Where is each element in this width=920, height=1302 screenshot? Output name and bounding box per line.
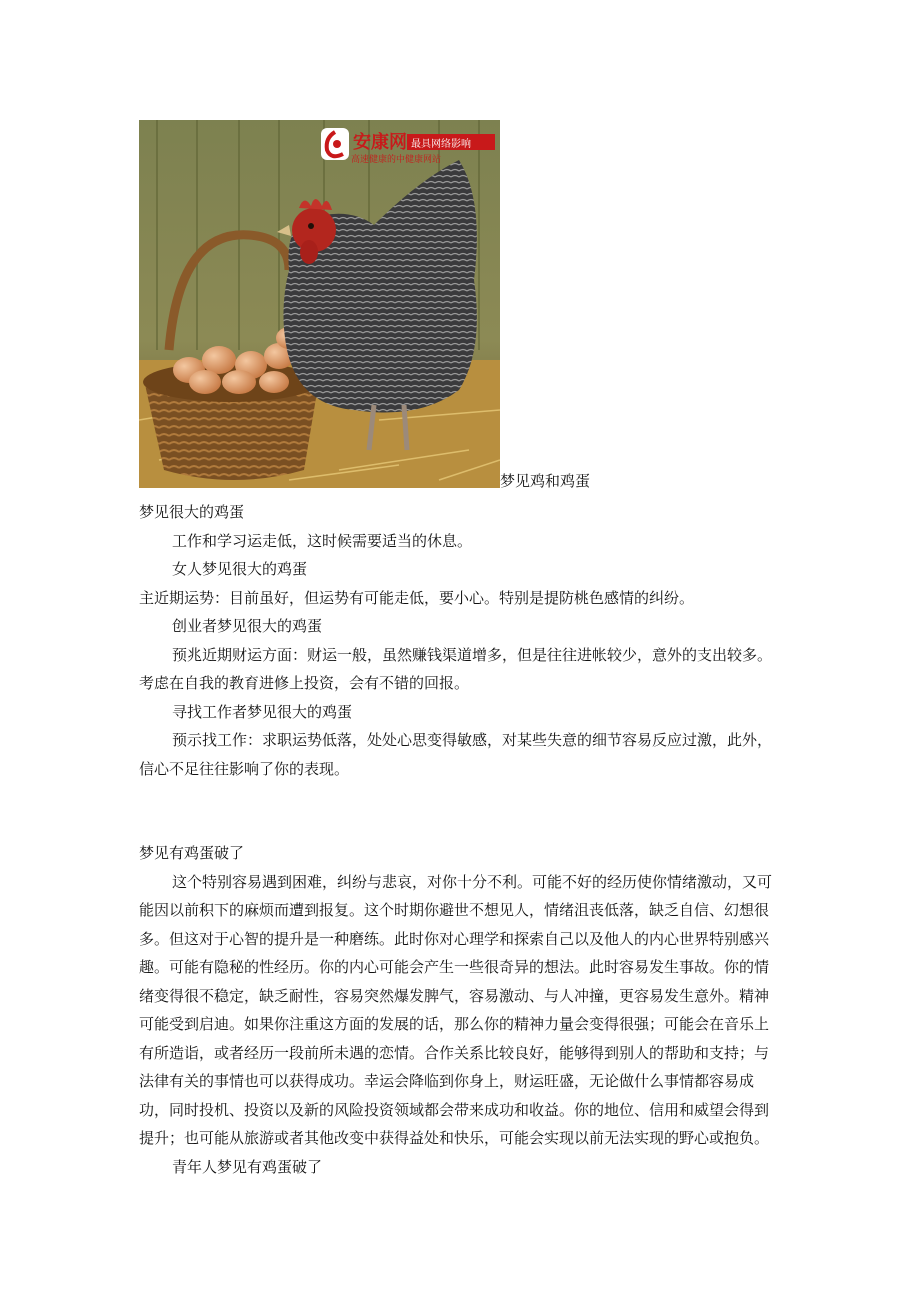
subheading: 寻找工作者梦见很大的鸡蛋	[172, 702, 353, 721]
watermark-slogan: 高速健康的中健康网站	[351, 155, 442, 165]
article-body	[139, 498, 779, 1181]
section-heading: 梦见很大的鸡蛋	[139, 503, 245, 521]
hen-with-egg-basket-photo	[139, 120, 500, 488]
paragraph: 主近期运势：目前虽好，但运势有可能走低，要小心。特别是提防桃色感情的纠纷。	[139, 588, 695, 607]
image-caption: 梦见鸡和鸡蛋	[500, 472, 591, 490]
paragraph-spacer	[139, 783, 779, 839]
hen-illustration	[139, 120, 500, 488]
section-heading: 梦见有鸡蛋破了	[139, 844, 245, 862]
watermark-tag: 最具网络影响	[411, 139, 471, 150]
watermark-brand: 安康网	[353, 132, 407, 153]
subheading: 创业者梦见很大的鸡蛋	[172, 617, 323, 635]
paragraph: 工作和学习运走低，这时候需要适当的休息。	[172, 531, 473, 550]
paragraph: 这个特别容易遇到困难，纠纷与悲哀，对你十分不利。可能不好的经历使你情绪激动，又可能因以前积下的麻烦而遭到报复。这个时期你避世不想见人，情绪沮丧低落，缺乏自信、幻想很多。但这对于心智的提升是一种磨练。此时你对心理学和探索自己以及他人的内心世界特别感兴趣。可能有隐秘的性经历。你的内心可能会产生一些很奇异的想法。此时容易发生事故。你的情绪变得很不稳定，缺乏耐性，容易突然爆发脾气，容易激动、与人冲撞，更容易发生意外。精神可能受到启迪。如果你注重这方面的发展的话，那么你的精神力量会变得很强；可能会在音乐上有所造诣，或者经历一段前所未遇的恋情。合作关系比较良好，能够得到别人的帮助和支持；与法律有关的事情也可以获得成功。幸运会降临到你身上，财运旺盛，无论做什么事情都容易成功，同时投机、投资以及新的风险投资领域都会带来成功和收益。你的地位、信用和威望会得到提升；也可能从旅游或者其他改变中获得益处和快乐，可能会实现以前无法实现的野心或抱负。	[139, 872, 773, 1147]
subheading: 青年人梦见有鸡蛋破了	[172, 1157, 323, 1176]
paragraph: 预兆近期财运方面：财运一般，虽然赚钱渠道增多，但是往往进帐较少，意外的支出较多。考虑在自我的教育进修上投资，会有不错的回报。	[139, 645, 773, 692]
subheading: 女人梦见很大的鸡蛋	[172, 560, 308, 578]
paragraph: 预示找工作：求职运势低落，处处心思变得敏感，对某些失意的细节容易反应过激，此外，信心不足往往影响了你的表现。	[139, 731, 773, 778]
